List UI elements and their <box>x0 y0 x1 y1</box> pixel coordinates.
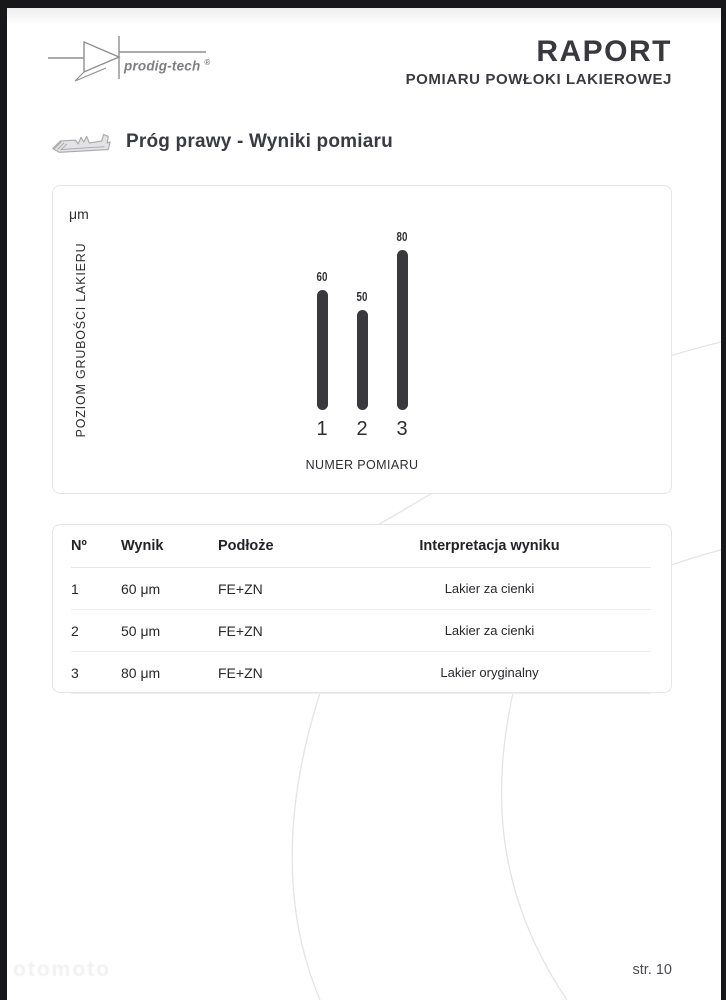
bar-value-label: 60 <box>316 270 328 284</box>
arc-bottom-mid <box>501 684 567 1000</box>
page-number: str. 10 <box>632 962 672 978</box>
section-title: Próg prawy - Wyniki pomiaru <box>126 131 393 152</box>
report-page <box>7 8 721 1000</box>
report-subtitle: POMIARU POWŁOKI LAKIEROWEJ <box>405 71 672 88</box>
prodig-tech-logo <box>48 32 248 90</box>
bar-column <box>396 210 408 442</box>
y-axis-label: POZIOM GRUBOŚCI LAKIERU <box>74 242 88 437</box>
report-header <box>7 8 721 118</box>
table-header-cell: Interpretacja wyniku <box>419 538 560 554</box>
table-header-cell: Podłoże <box>218 538 274 554</box>
report-title: RAPORT <box>536 35 672 68</box>
table-cell: Lakier oryginalny <box>440 665 539 680</box>
table-cell: FE+ZN <box>218 622 263 639</box>
arc-right-upper <box>666 342 721 357</box>
chart-card <box>52 185 672 494</box>
y-axis-unit: μm <box>69 206 89 222</box>
table-row <box>71 568 651 610</box>
car-sill-icon <box>50 127 112 157</box>
table-cell: 3 <box>71 664 79 681</box>
x-axis-label: NUMER POMIARU <box>305 458 419 472</box>
table-cell: 2 <box>71 622 79 639</box>
table-row <box>71 610 651 652</box>
table-row <box>71 652 651 694</box>
bar-column <box>316 210 328 442</box>
arc-right-lower <box>666 550 721 567</box>
watermark: otomoto <box>13 958 111 981</box>
table-cell: 1 <box>71 580 79 597</box>
table-cell: 60 μm <box>121 580 161 597</box>
table-cell: Lakier za cienki <box>444 623 535 638</box>
table-cell: FE+ZN <box>218 580 263 597</box>
bar-column <box>356 210 368 442</box>
measurement-bar <box>397 250 408 410</box>
bar-category-label: 3 <box>396 418 408 440</box>
table-cell: 80 μm <box>121 664 161 681</box>
bar-category-label: 2 <box>356 418 368 440</box>
bar-value-label: 50 <box>356 290 368 304</box>
results-table-card <box>52 524 672 693</box>
arc-bottom-left <box>292 653 334 1000</box>
table-header-row <box>71 525 651 568</box>
bar-group <box>316 210 408 442</box>
table-header-cell: Wynik <box>121 538 164 554</box>
table-header-cell: Nº <box>71 538 87 554</box>
title-block <box>406 36 672 88</box>
measurement-bar <box>357 310 368 410</box>
table-cell: FE+ZN <box>218 664 263 681</box>
section-heading <box>50 125 393 159</box>
registered-mark: ® <box>204 58 211 67</box>
results-table <box>53 525 671 692</box>
bar-value-label: 80 <box>396 230 408 244</box>
logo-text: prodig-tech ® <box>124 58 211 74</box>
measurement-bar <box>317 290 328 410</box>
bar-category-label: 1 <box>316 418 328 440</box>
table-cell: Lakier za cienki <box>444 581 535 596</box>
table-cell: 50 μm <box>121 622 161 639</box>
